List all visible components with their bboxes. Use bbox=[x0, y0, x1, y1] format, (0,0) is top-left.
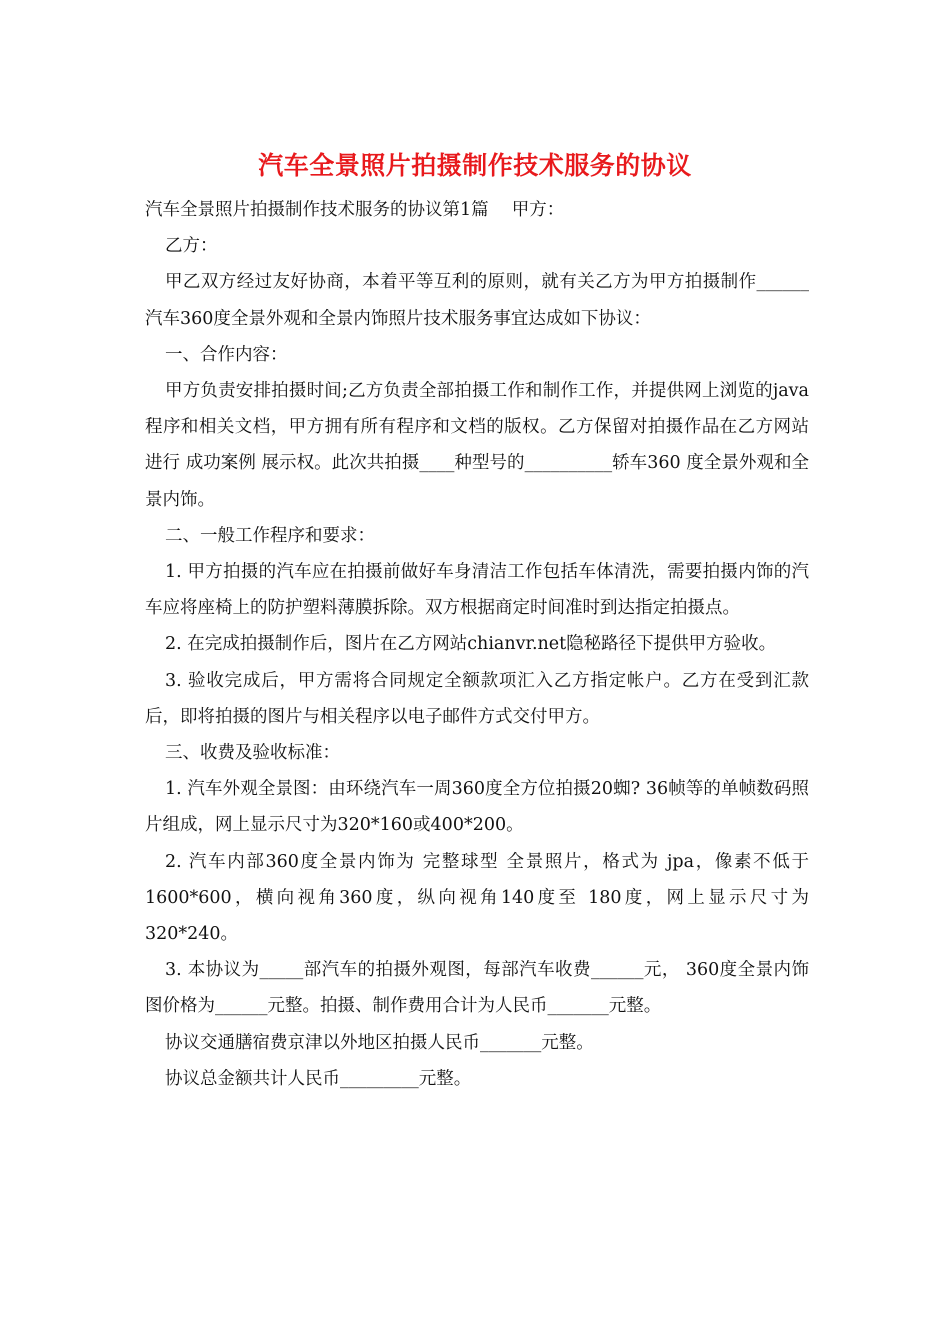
paragraph-fees-3: 3. 本协议为_____部汽车的拍摄外观图，每部汽车收费______元， 360度全景内饰图价格为______元整。拍摄、制作费用合计为人民币_______元整。 bbox=[145, 960, 809, 1017]
paragraph-procedure-2: 2. 在完成拍摄制作后，图片在乙方网站chianvr.net隐秘路径下提供甲方验收。 bbox=[165, 634, 777, 655]
paragraph-procedure-1: 1. 甲方拍摄的汽车应在拍摄前做好车身清洁工作包括车体清洗，需要拍摄内饰的汽车应将座椅上的防护塑料薄膜拆除。双方根据商定时间准时到达指定拍摄点。 bbox=[145, 562, 809, 619]
section-heading-procedure: 二、一般工作程序和要求： bbox=[165, 525, 375, 546]
paragraph-preamble: 甲乙双方经过友好协商，本着平等互利的原则，就有关乙方为甲方拍摄制作______汽车360度全景外观和全景内饰照片技术服务事宜达成如下协议： bbox=[145, 272, 809, 329]
document-title: 汽车全景照片拍摄制作技术服务的协议 bbox=[258, 151, 692, 180]
paragraph-total-amount: 协议总金额共计人民币_________元整。 bbox=[165, 1068, 472, 1089]
paragraph-procedure-3: 3. 验收完成后，甲方需将合同规定全额款项汇入乙方指定帐户。乙方在受到汇款后，即将拍摄的图片与相关程序以电子邮件方式交付甲方。 bbox=[145, 670, 809, 727]
paragraph-fees-1: 1. 汽车外观全景图：由环绕汽车一周360度全方位拍摄20蜘? 36帧等的单帧数码照片组成，网上显示尺寸为320*160或400*200。 bbox=[145, 779, 809, 836]
paragraph-travel-fee: 协议交通膳宿费京津以外地区拍摄人民币_______元整。 bbox=[165, 1032, 594, 1053]
section-heading-cooperation: 一、合作内容： bbox=[165, 344, 288, 365]
paragraph-party-b: 乙方： bbox=[165, 236, 218, 257]
paragraph-heading-line: 汽车全景照片拍摄制作技术服务的协议第1篇 甲方： bbox=[145, 200, 565, 220]
section-heading-fees: 三、收费及验收标准： bbox=[165, 743, 340, 764]
paragraph-fees-2: 2. 汽车内部360度全景内饰为 完整球型 全景照片，格式为 jpa，像素不低于1600*600，横向视角360度，纵向视角140度至 180度，网上显示尺寸为320*240。 bbox=[145, 851, 809, 945]
document-body bbox=[145, 192, 809, 1097]
paragraph-cooperation-content: 甲方负责安排拍摄时间;乙方负责全部拍摄工作和制作工作，并提供网上浏览的java程序和相关文档，甲方拥有所有程序和文档的版权。乙方保留对拍摄作品在乙方网站进行 成功案例 展示权。此次共拍摄____种型号的__________轿车360 度全景外观和全景内饰。 bbox=[145, 381, 809, 510]
